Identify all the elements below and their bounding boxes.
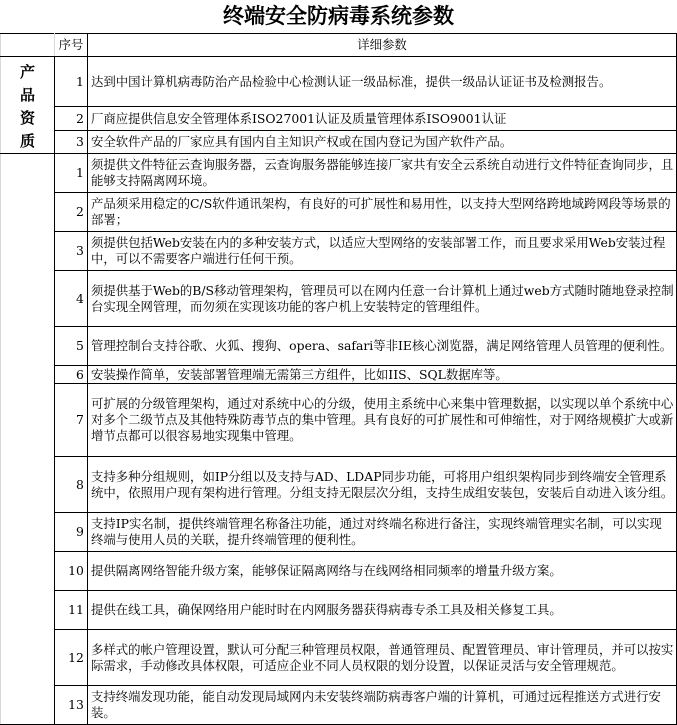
table-row — [1, 513, 677, 552]
row-number: 6 — [54, 366, 87, 384]
row-number: 10 — [54, 552, 87, 591]
page-title: 终端安全防病毒系统参数 — [223, 4, 454, 28]
table-row — [1, 384, 677, 457]
header-corner — [1, 34, 55, 57]
row-number: 11 — [54, 591, 87, 630]
table-row — [1, 107, 677, 130]
row-detail: 安全软件产品的厂家应具有国内自主知识产权或在国内登记为国产软件产品。 — [87, 130, 676, 153]
table-row — [1, 457, 677, 513]
table-row — [1, 591, 677, 630]
table-row — [1, 232, 677, 271]
row-number: 12 — [54, 630, 87, 686]
parameter-table — [0, 33, 677, 725]
header-row — [1, 34, 677, 57]
row-number: 13 — [54, 686, 87, 725]
table-row — [1, 327, 677, 366]
row-number: 3 — [54, 130, 87, 153]
row-detail: 提供隔离网络智能升级方案，能够保证隔离网络与在线网络相同频率的增量升级方案。 — [87, 552, 676, 591]
row-detail: 多样式的帐户管理设置，默认可分配三种管理员权限，普通管理员、配置管理员、审计管理员，并可以按实际需求，手动修改具体权限，可适应企业不同人员权限的划分设置，以保证灵活与安全管理规范。 — [87, 630, 676, 686]
row-detail: 须提供文件特征云查询服务器，云查询服务器能够连接厂家共有安全云系统自动进行文件特征查询同步，且能够支持隔离网环境。 — [87, 154, 676, 193]
table-row — [1, 552, 677, 591]
row-number: 2 — [54, 193, 87, 232]
table-row — [1, 130, 677, 153]
row-detail: 须提供基于Web的B/S移动管理架构，管理员可以在网内任意一台计算机上通过web方式随时随地登录控制台实现全网管理，而勿须在实现该功能的客户机上安装特定的管理组件。 — [87, 271, 676, 327]
row-detail: 厂商应提供信息安全管理体系ISO27001认证及质量管理体系ISO9001认证 — [87, 107, 676, 130]
row-detail: 产品须采用稳定的C/S软件通讯架构，有良好的可扩展性和易用性，以支持大型网络跨地域跨网段等场景的部署； — [87, 193, 676, 232]
row-number: 9 — [54, 513, 87, 552]
table-row — [1, 154, 677, 193]
row-number: 2 — [54, 107, 87, 130]
row-number: 7 — [54, 384, 87, 457]
row-number: 5 — [54, 327, 87, 366]
section-label — [1, 154, 55, 725]
table-row — [1, 366, 677, 384]
row-number: 1 — [54, 57, 87, 107]
table-row — [1, 686, 677, 725]
row-detail: 支持多种分组规则，如IP分组以及支持与AD、LDAP同步功能，可将用户组织架构同步到终端安全管理系统中，依照用户现有架构进行管理。分组支持无限层次分组，支持生成组安装包，安装后自动进入该分组。 — [87, 457, 676, 513]
section-label: 产品资质 — [1, 57, 55, 154]
row-detail: 达到中国计算机病毒防治产品检验中心检测认证一级品标准，提供一级品认证证书及检测报告。 — [87, 57, 676, 107]
table-row — [1, 630, 677, 686]
row-detail: 安装操作简单，安装部署管理端无需第三方组件，比如IIS、SQL数据库等。 — [87, 366, 676, 384]
row-detail: 须提供包括Web安装在内的多种安装方式，以适应大型网络的安装部署工作，而且要求采用Web安装过程中，可以不需要客户端进行任何干预。 — [87, 232, 676, 271]
table-row — [1, 57, 677, 107]
header-detail: 详细参数 — [87, 34, 676, 57]
row-number: 4 — [54, 271, 87, 327]
row-detail: 提供在线工具，确保网络用户能时时在内网服务器获得病毒专杀工具及相关修复工具。 — [87, 591, 676, 630]
header-no: 序号 — [54, 34, 87, 57]
table-row — [1, 271, 677, 327]
row-detail: 管理控制台支持谷歌、火狐、搜狗、opera、safari等非IE核心浏览器，满足网络管理人员管理的便利性。 — [87, 327, 676, 366]
row-detail: 支持终端发现功能，能自动发现局域网内未安装终端防病毒客户端的计算机，可通过远程推送方式进行安装。 — [87, 686, 676, 725]
row-number: 3 — [54, 232, 87, 271]
row-number: 1 — [54, 154, 87, 193]
row-detail: 支持IP实名制，提供终端管理名称备注功能，通过对终端名称进行备注，实现终端管理实名制，可以实现终端与使用人员的关联，提升终端管理的便利性。 — [87, 513, 676, 552]
table-row — [1, 193, 677, 232]
row-detail: 可扩展的分级管理架构，通过对系统中心的分级，使用主系统中心来集中管理数据，以实现以单个系统中心对多个二级节点及其他特殊防毒节点的集中管理。具有良好的可扩展性和可伸缩性，对于网络规模扩大或新增节点都可以很容易地实现集中管理。 — [87, 384, 676, 457]
row-number: 8 — [54, 457, 87, 513]
